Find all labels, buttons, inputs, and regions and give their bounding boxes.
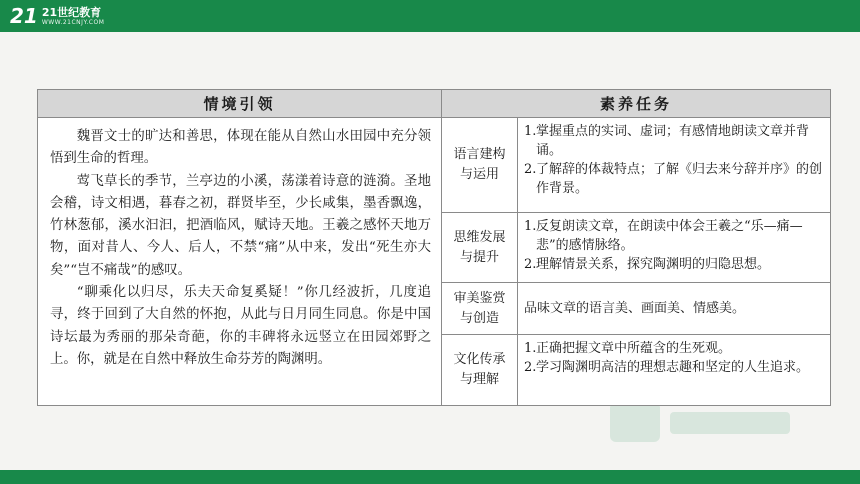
situation-paragraph: 魏晋文士的旷达和善思，体现在能从自然山水田园中充分领悟到生命的哲理。 [50,129,431,167]
runner-logo-icon: 21 [10,4,38,28]
task-row-thinking [442,213,830,283]
task-item [524,358,824,377]
brand-name: 21世纪教育 [41,5,102,19]
task-row-language [442,118,830,213]
situation-text [38,118,442,405]
item-number: 2. [524,360,537,375]
item-text: 反复朗读文章，在朗读中体会王羲之“乐—痛—悲”的感情脉络。 [536,219,803,253]
task-label: 语言建构与运用 [442,118,518,212]
right-header: 素养任务 [442,90,830,118]
item-text: 品味文章的语言美、画面美、情感美。 [524,301,746,316]
top-banner [0,0,860,32]
content-table [37,89,831,406]
left-header: 情境引领 [38,90,442,118]
item-number: 1. [524,341,537,356]
task-items [518,283,830,334]
bottom-banner [0,470,860,484]
task-items [518,213,830,282]
item-text: 掌握重点的实词、虚词；有感情地朗读文章并背诵。 [536,124,810,158]
task-item [524,160,824,198]
item-number: 1. [524,124,537,139]
brand-text [42,7,105,26]
item-text: 正确把握文章中所蕴含的生死观。 [536,341,732,356]
situation-paragraph: 莺飞草长的季节，兰亭边的小溪，荡漾着诗意的涟漪。圣地会稽，诗文相遇，暮春之初，群贤毕至，少长咸集，墨香飘逸，竹林葱郁，溪水汩汩，把酒临风，赋诗天地。王羲之感怀天地万物，面对昔人、今人、后人，不禁“痛”从中来，发出“死生亦大矣”“岂不痛哉”的感叹。 [50,173,431,278]
task-label: 文化传承与理解 [442,335,518,405]
task-item [524,122,824,160]
task-items [518,335,830,405]
brand-url: WWW.21CNJY.COM [41,18,105,26]
item-number: 2. [524,162,537,177]
task-label: 思维发展与提升 [442,213,518,282]
task-label: 审美鉴赏与创造 [442,283,518,334]
item-text: 了解辞的体裁特点；了解《归去来兮辞并序》的创作背景。 [536,162,823,196]
item-text: 理解情景关系，探究陶渊明的归隐思想。 [536,257,771,272]
task-item [524,299,745,318]
brand-logo[interactable] [10,3,104,29]
task-item [524,255,824,274]
item-number: 1. [524,219,537,234]
task-item [524,339,824,358]
task-items [518,118,830,212]
task-item [524,217,824,255]
task-row-aesthetic [442,283,830,335]
item-number: 2. [524,257,537,272]
task-row-culture [442,335,830,405]
situation-paragraph: “聊乘化以归尽，乐夫天命复奚疑！”你几经波折，几度追寻，终于回到了大自然的怀抱，从此与日月同生同息。你是中国诗坛最为秀丽的那朵奇葩，你的丰碑将永远竖立在田园郊野之上。你，就是在自然中释放生命芬芳的陶渊明。 [50,285,431,367]
item-text: 学习陶渊明高洁的理想志趣和坚定的人生追求。 [536,360,810,375]
